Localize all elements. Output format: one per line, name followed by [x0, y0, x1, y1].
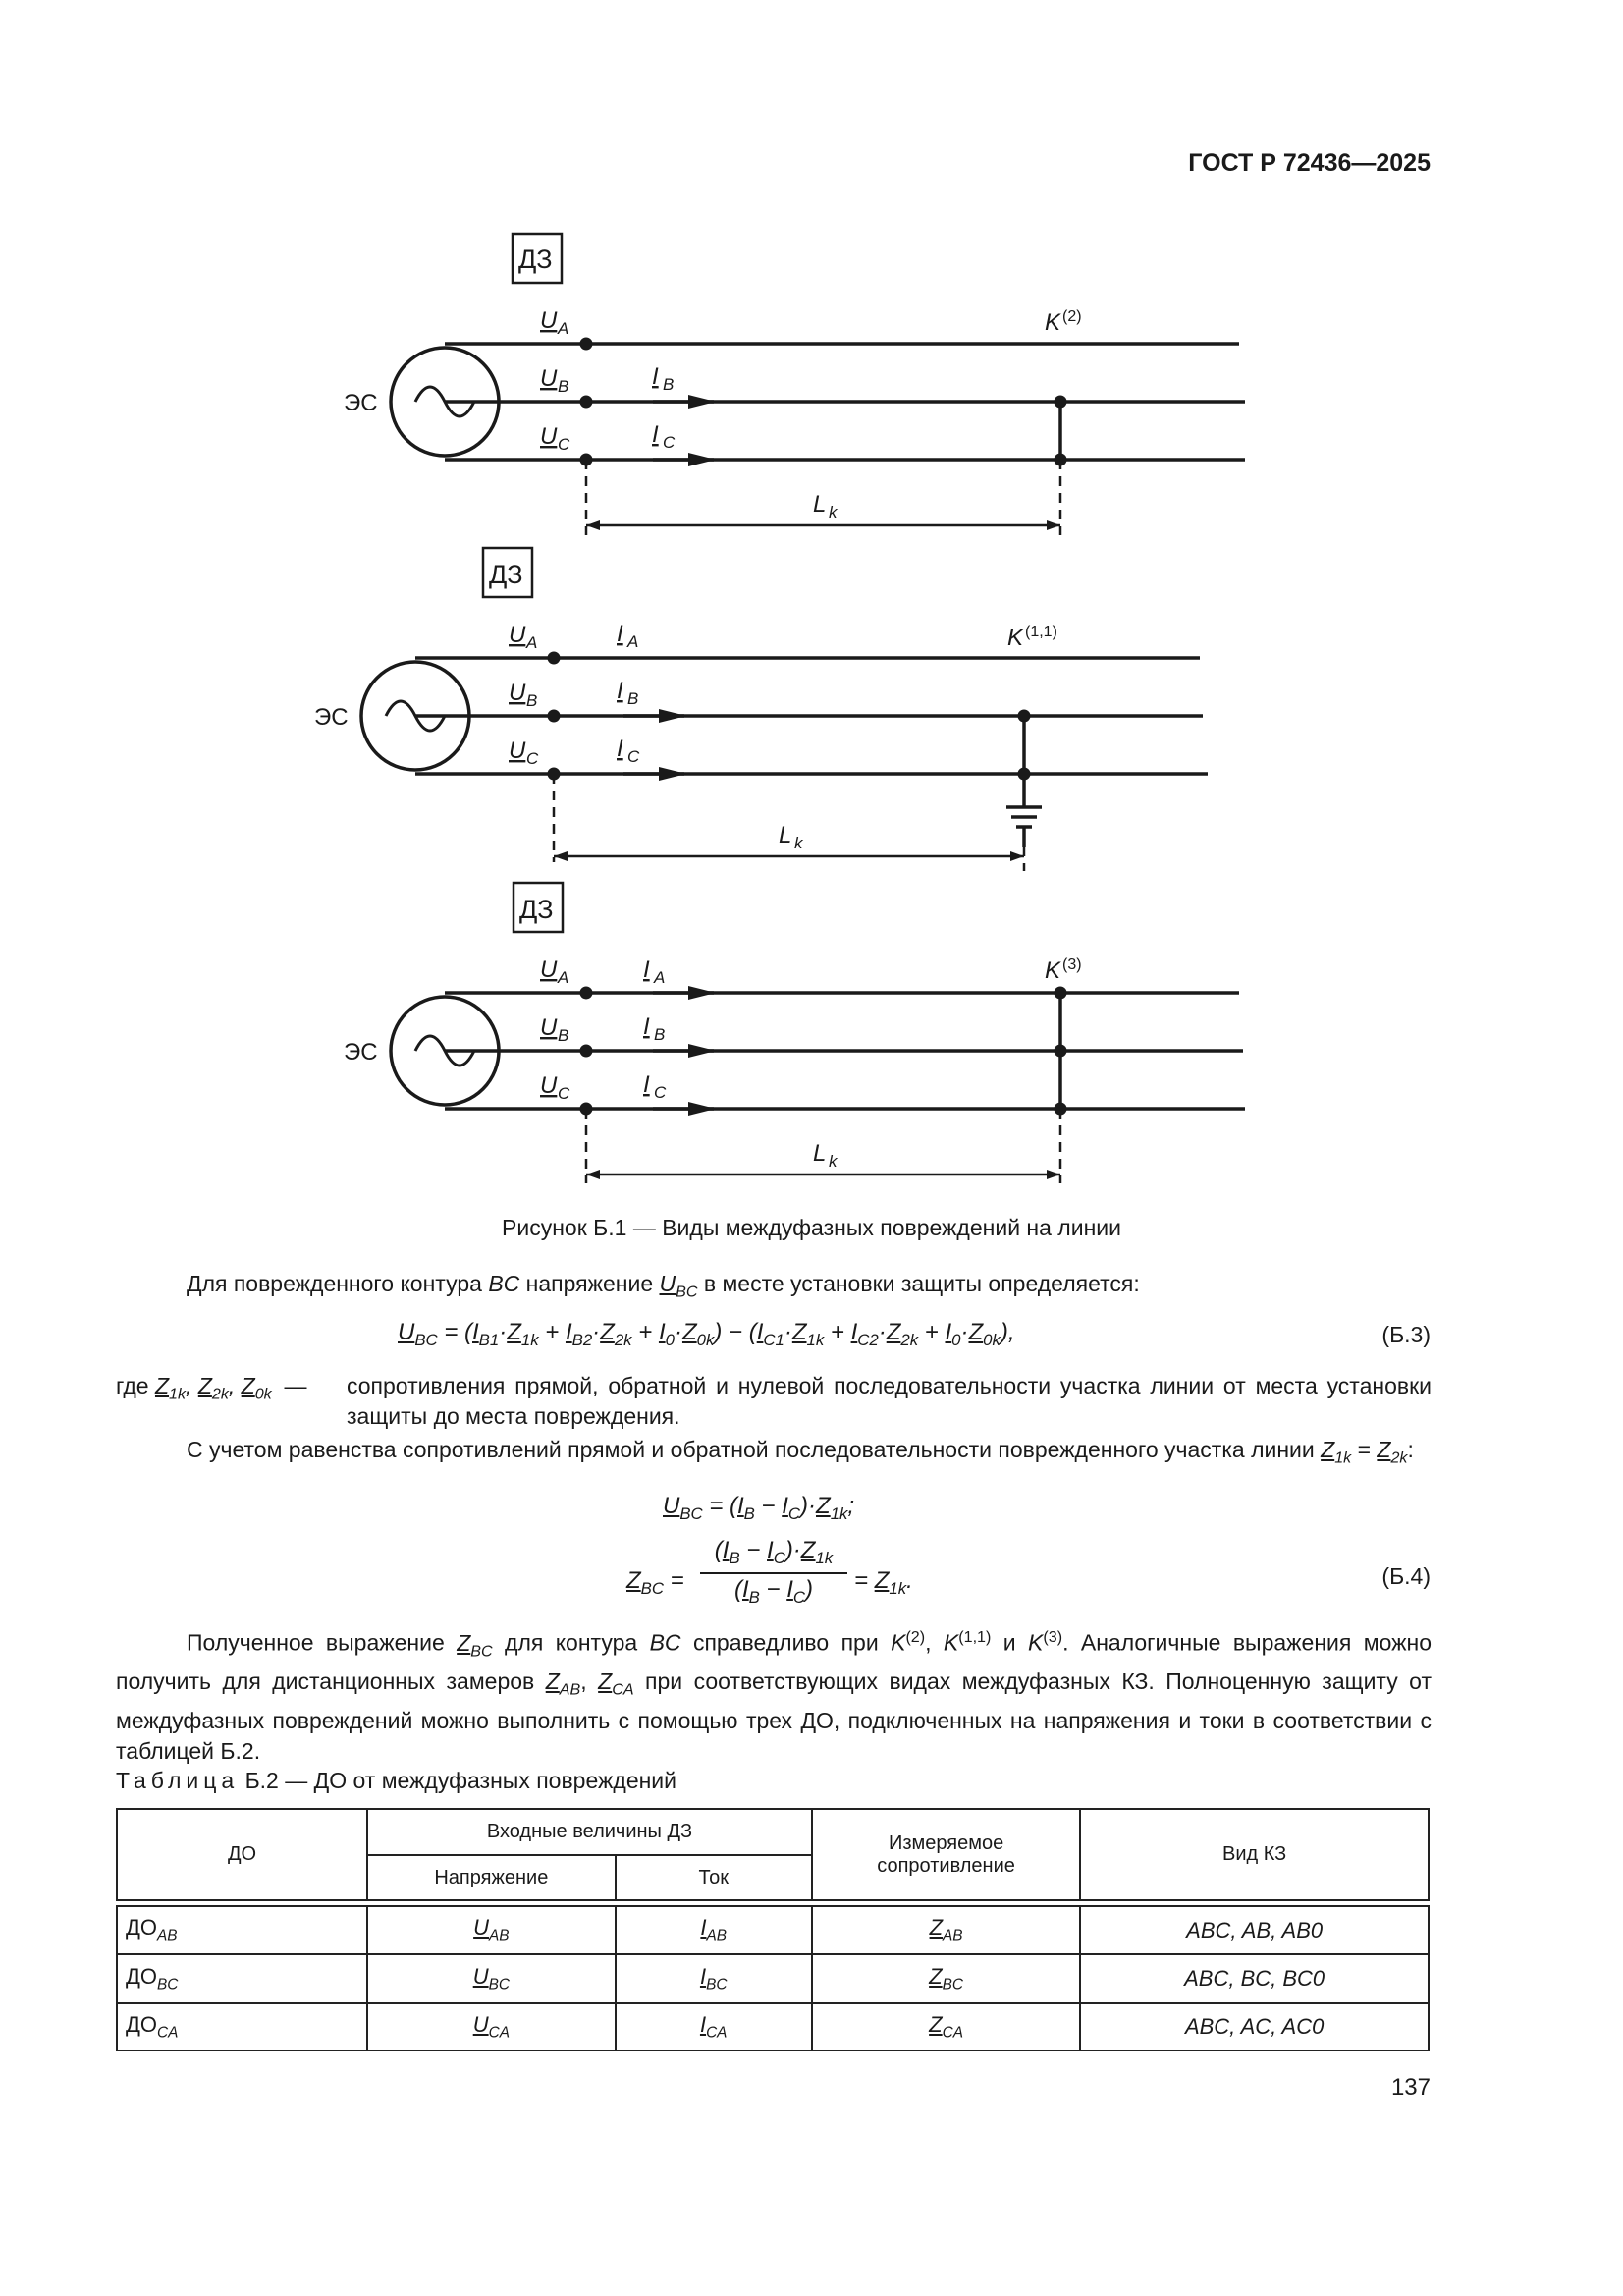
intro-text-c: в месте установки защиты определяется:: [697, 1271, 1140, 1296]
length-label: L: [813, 1140, 827, 1167]
equation-ubc: $U_{BC} = (I_B - I_C)\cdot Z_{1k}$;: [663, 1493, 855, 1523]
ua-label: U: [540, 307, 558, 334]
cell-do: $ДО_{BC}$: [117, 1954, 367, 2003]
fault-k-label: K: [1045, 309, 1061, 336]
ic-label: I: [652, 421, 659, 448]
uc-sub: C: [558, 1084, 570, 1103]
cell-impedance: $Z_{BC}$: [812, 1954, 1080, 2003]
diagram-k3: [391, 883, 1245, 1183]
document-id: ГОСТ Р 72436—2025: [1188, 149, 1431, 177]
ib-sub: B: [627, 689, 639, 708]
uc-sub: C: [526, 749, 539, 768]
obtained-text-e: при соответствующих видах междуфазных КЗ. Полноценную защиту от междуфазных повреждений можно выполнить с помощью трех ДО, подключенных на напряжения и токи в соответствии с таблицей Б.2.: [116, 1668, 1432, 1764]
source-label: ЭС: [344, 390, 378, 416]
intro-text-a: Для поврежденного контура: [187, 1271, 489, 1296]
uc-label: U: [540, 423, 558, 450]
length-sub: k: [829, 503, 838, 521]
ub-sub: B: [526, 691, 538, 710]
source-label: ЭС: [314, 704, 349, 731]
ib-sub: B: [663, 375, 675, 394]
obtained-text-c: справедливо при: [680, 1629, 892, 1656]
cell-voltage: $U_{BC}$: [367, 1954, 615, 2003]
obtained-paragraph: Полученное выражение $Z_{BC}$ для контура BC справедливо при $K^{(2)}$, K$^{(1,1)}$ и $K^{(3)}$. Аналогичные выражения можно получить для дистанционных замеров $Z_{AB}$, $Z_{CA}$ при соответствующих видах междуфазных КЗ. Полноценную защиту от междуфазных повреждений можно выполнить с помощью трех ДО, подключенных на напряжения и токи в соответствии с таблицей Б.2.: [116, 1628, 1432, 1764]
figure-caption: Рисунок Б.1 — Виды междуфазных повреждений на линии: [502, 1215, 1121, 1240]
cell-current: $I_{AB}$: [616, 1906, 812, 1954]
ua-sub: A: [526, 633, 538, 652]
ic-label: I: [617, 736, 623, 762]
length-sub: k: [829, 1152, 838, 1171]
equation-b3: $U_{BC} = (I_{B1}\cdot Z_{1k} + I_{B2}\cdot Z_{2k} + I_0\cdot Z_{0k}) - (I_{C1}\cdot Z_{1k} + I_{C2}\cdot Z_{2k} + I_0\cdot Z_{0k})$,: [398, 1319, 1015, 1349]
header-voltage: Напряжение: [367, 1855, 615, 1900]
table-caption: [116, 1768, 676, 1794]
obtained-text-a: Полученное выражение: [187, 1629, 458, 1656]
equality-text: С учетом равенства сопротивлений прямой и обратной последовательности поврежденного участка линии: [187, 1437, 1315, 1462]
header-current: Ток: [616, 1855, 812, 1900]
ib-label: I: [617, 678, 623, 704]
length-sub: k: [794, 834, 803, 852]
intro-paragraph: Для поврежденного контура BC напряжение $U_{BC}$ в месте установки защиты определяется:: [187, 1271, 1140, 1301]
cell-impedance: $Z_{AB}$: [812, 1906, 1080, 1954]
cell-fault-type: ABC, BC, BC0: [1080, 1954, 1429, 2003]
dz-label: ДЗ: [519, 895, 554, 924]
cell-current: $I_{CA}$: [616, 2003, 812, 2050]
ub-sub: B: [558, 377, 569, 396]
table-b2: [116, 1808, 1430, 2051]
where-word: где: [116, 1373, 155, 1398]
dz-label: ДЗ: [489, 560, 523, 589]
ic-sub: C: [654, 1083, 667, 1102]
diagram-k2: [391, 234, 1245, 535]
cell-fault-type: ABC, AB, AB0: [1080, 1906, 1429, 1954]
length-label: L: [813, 491, 827, 518]
ua-label: U: [540, 957, 558, 983]
ia-sub: A: [654, 968, 666, 987]
cell-fault-type: ABC, AC, AC0: [1080, 2003, 1429, 2050]
ic-sub: C: [627, 747, 640, 766]
length-label: L: [779, 822, 792, 848]
cell-do: $ДО_{AB}$: [117, 1906, 367, 1954]
ua-sub: A: [558, 319, 569, 338]
ua-sub: A: [558, 968, 569, 987]
ub-label: U: [540, 1014, 558, 1041]
intro-text-b: напряжение: [519, 1271, 660, 1296]
equation-b3-number: (Б.3): [1381, 1322, 1431, 1347]
uc-label: U: [509, 738, 526, 764]
ia-label: I: [643, 957, 650, 983]
source-label: ЭС: [344, 1039, 378, 1066]
page-number: 137: [1390, 2074, 1431, 2101]
obtained-text-d: . Аналогичные выражения можно получить для дистанционных замеров: [116, 1629, 1432, 1695]
table-row: [117, 2003, 1429, 2050]
table-caption-word: Таблица: [116, 1768, 240, 1793]
header-impedance: Измеряемое сопротивление: [812, 1809, 1080, 1900]
where-description: сопротивления прямой, обратной и нулевой последовательности участка линии от места установки защиты до места повреждения.: [347, 1373, 1432, 1429]
cell-current: $I_{BC}$: [616, 1954, 812, 2003]
fault-k-label: K: [1045, 957, 1061, 984]
cell-voltage: $U_{CA}$: [367, 2003, 615, 2050]
fault-k-sup: (3): [1062, 957, 1082, 973]
header-fault-type: Вид КЗ: [1080, 1809, 1429, 1900]
equation-b4-number: (Б.4): [1381, 1563, 1431, 1589]
equality-paragraph: С учетом равенства сопротивлений прямой и обратной последовательности поврежденного участка линии $Z_{1k} = Z_{2k}$:: [187, 1437, 1414, 1467]
uc-label: U: [540, 1072, 558, 1099]
fault-k-sup: (1,1): [1025, 624, 1057, 640]
table-row: [117, 1954, 1429, 2003]
table-row: [117, 1906, 1429, 1954]
ub-label: U: [540, 365, 558, 392]
ia-sub: A: [627, 632, 639, 651]
obtained-text-b: для контура: [492, 1629, 650, 1656]
ub-label: U: [509, 680, 526, 706]
ib-label: I: [643, 1013, 650, 1040]
fault-k-label: K: [1007, 625, 1024, 651]
header-do: ДО: [117, 1809, 367, 1900]
header-inputs: Входные величины ДЗ: [367, 1809, 812, 1855]
fault-k-sup: (2): [1062, 308, 1082, 325]
uc-sub: C: [558, 435, 570, 454]
ua-label: U: [509, 622, 526, 648]
ic-sub: C: [663, 433, 676, 452]
ub-sub: B: [558, 1026, 569, 1045]
ib-label: I: [652, 363, 659, 390]
ia-label: I: [617, 621, 623, 647]
cell-voltage: $U_{AB}$: [367, 1906, 615, 1954]
table-caption-text: Б.2 — ДО от междуфазных повреждений: [244, 1768, 677, 1793]
ic-label: I: [643, 1071, 650, 1098]
cell-do: $ДО_{CA}$: [117, 2003, 367, 2050]
ib-sub: B: [654, 1025, 666, 1044]
cell-impedance: $Z_{CA}$: [812, 2003, 1080, 2050]
where-terms: где $Z_{1k}$, $Z_{2k}$, $Z_{0k}$ —: [116, 1373, 307, 1403]
intro-contour: BC: [488, 1271, 520, 1296]
dz-label: ДЗ: [518, 245, 553, 274]
